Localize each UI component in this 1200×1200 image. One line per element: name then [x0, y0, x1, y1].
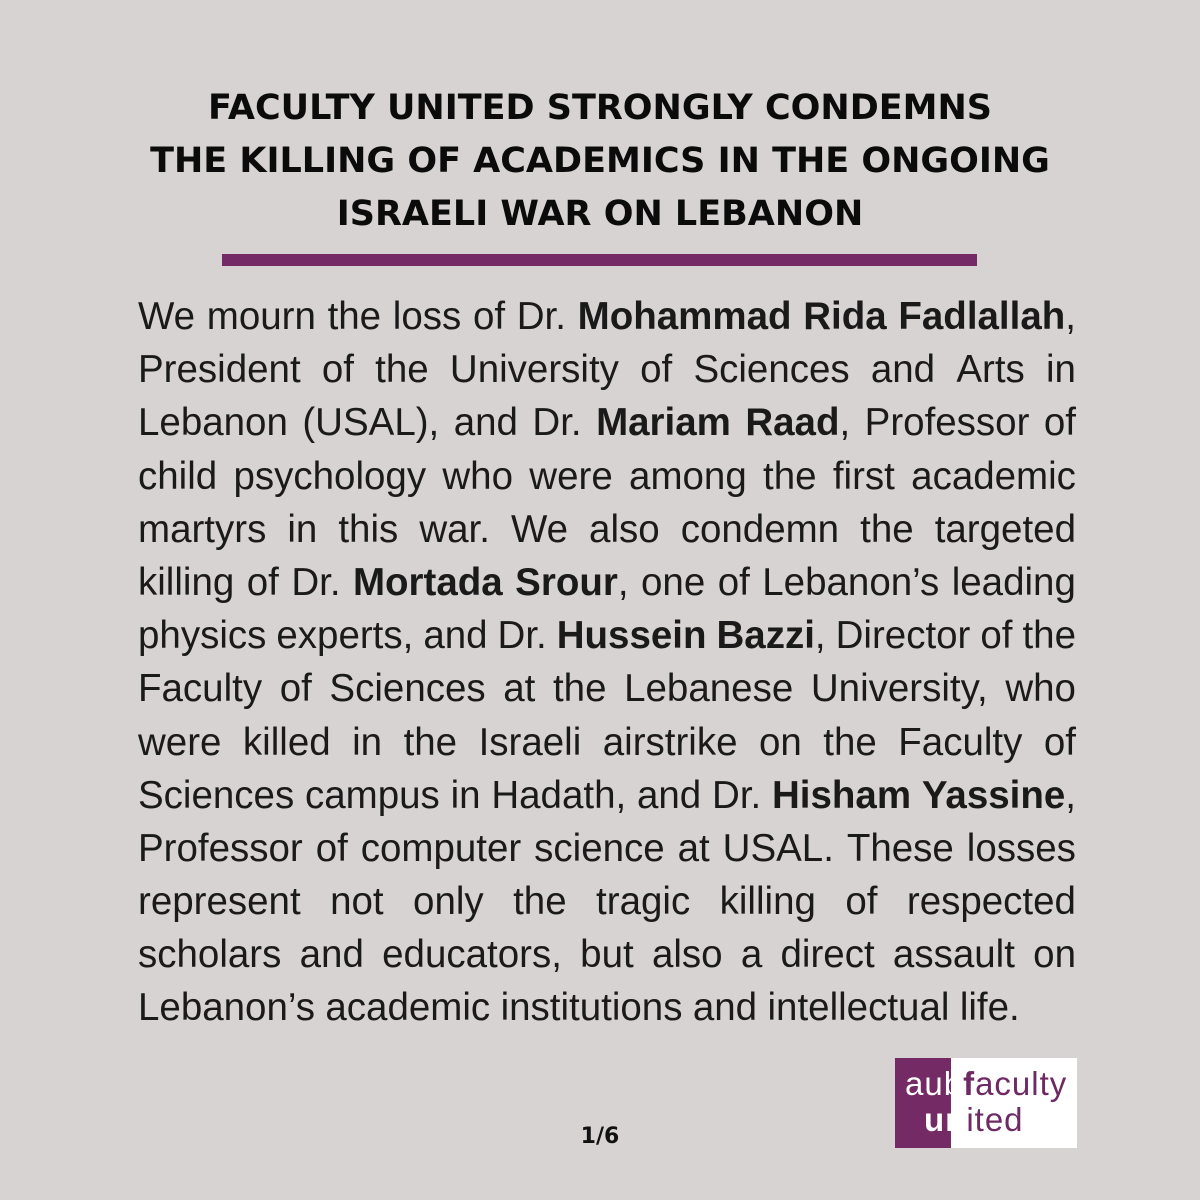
- body-word: [596, 396, 731, 449]
- body-word: and: [692, 986, 758, 1030]
- body-word: not: [330, 880, 384, 924]
- body-word: killing: [719, 880, 816, 924]
- body-word: the: [823, 720, 877, 764]
- body-word: assault: [892, 933, 1015, 977]
- body-word: killed: [242, 720, 331, 764]
- body-word: Lebanese: [624, 667, 794, 711]
- body-word: [803, 290, 886, 343]
- body-word: computer: [360, 826, 522, 870]
- body-line: [138, 450, 1076, 503]
- headline-line: THE KILLING OF ACADEMICS IN THE ONGOING: [150, 141, 1050, 181]
- body-word: among: [629, 454, 747, 498]
- body-word: who: [442, 454, 514, 498]
- body-word: life.: [959, 986, 1020, 1030]
- body-word: were: [529, 454, 613, 498]
- body-word: the: [552, 667, 607, 711]
- body-word: the: [403, 720, 458, 764]
- divider: [222, 254, 977, 266]
- body-word: of: [246, 560, 279, 604]
- body-word: mourn: [206, 295, 316, 338]
- body-word: targeted: [934, 507, 1076, 551]
- body-word: in: [352, 720, 383, 764]
- body-word: in: [1045, 348, 1076, 392]
- statement-body: [138, 290, 1076, 1035]
- body-word: and: [870, 348, 936, 392]
- person-name: Rida: [803, 295, 887, 338]
- body-word: of: [1043, 401, 1076, 445]
- body-word: a: [740, 933, 763, 977]
- body-line: [138, 769, 1076, 822]
- body-word: Professor: [138, 826, 303, 870]
- body-word: in: [287, 507, 318, 551]
- body-word: Faculty: [898, 720, 1023, 764]
- body-line: [138, 928, 1076, 981]
- body-word: also: [651, 933, 723, 977]
- logo-letters: un: [924, 1101, 967, 1138]
- body-word: at: [503, 667, 536, 711]
- body-word: and: [636, 773, 702, 817]
- body-word: [557, 609, 707, 662]
- body-word: first: [832, 454, 895, 498]
- body-word: Professor: [864, 401, 1030, 445]
- body-word: Lebanon: [138, 401, 288, 445]
- body-word: losses: [966, 826, 1076, 870]
- body-word: Dr.: [516, 295, 566, 338]
- body-word: but: [580, 933, 634, 977]
- person-name: Srour: [515, 560, 618, 604]
- body-word: We: [138, 295, 196, 338]
- body-word: Dr.: [712, 773, 762, 817]
- body-word: Srour,: [515, 560, 629, 604]
- body-word: intellectual: [767, 986, 950, 1030]
- body-word: of: [315, 826, 348, 870]
- body-word: of: [845, 880, 878, 924]
- body-line: [138, 875, 1076, 928]
- logo-wordmark-line1: [905, 1066, 1067, 1102]
- body-word: academic: [911, 454, 1076, 498]
- body-word: loss: [392, 295, 462, 338]
- body-word: martyrs: [138, 507, 267, 551]
- body-word: who: [1005, 667, 1076, 711]
- person-name: Mohammad: [577, 295, 792, 338]
- body-word: psychology: [233, 454, 427, 498]
- body-word: of: [472, 295, 506, 338]
- logo-letters: f: [963, 1065, 976, 1102]
- body-word: condemn: [680, 507, 840, 551]
- body-word: tragic: [596, 880, 691, 924]
- body-word: Director: [835, 614, 971, 658]
- person-name: Mariam: [596, 401, 731, 445]
- body-line: [138, 290, 1076, 343]
- body-word: in: [450, 773, 481, 817]
- body-word: President: [138, 348, 301, 392]
- body-word: this: [338, 507, 399, 551]
- body-word: represent: [138, 880, 301, 924]
- body-word: on: [758, 720, 802, 764]
- body-word: Dr.: [532, 401, 582, 445]
- headline-line: ISRAELI WAR ON LEBANON: [336, 194, 864, 234]
- body-word: University,: [810, 667, 988, 711]
- body-word: Hadath,: [491, 773, 627, 817]
- body-word: USAL.: [722, 826, 834, 870]
- body-word: airstrike: [602, 720, 738, 764]
- body-line: [138, 343, 1076, 396]
- body-word: Sciences: [693, 348, 850, 392]
- body-word: Yassine,: [921, 773, 1076, 817]
- body-word: leading: [951, 560, 1076, 604]
- body-word: were: [138, 720, 222, 764]
- body-word: Sciences: [138, 773, 295, 817]
- body-word: one: [641, 560, 706, 604]
- body-line: [138, 609, 1076, 662]
- person-name: Yassine: [921, 773, 1066, 817]
- body-word: the: [1022, 614, 1076, 658]
- body-word: (USAL),: [302, 401, 440, 445]
- body-word: and: [423, 614, 488, 658]
- body-word: of: [321, 348, 354, 392]
- body-word: the: [513, 880, 567, 924]
- body-word: These: [846, 826, 954, 870]
- body-word: institutions: [500, 986, 683, 1030]
- body-word: Lebanon’s: [138, 986, 315, 1030]
- body-word: also: [589, 507, 660, 551]
- body-line: [138, 822, 1076, 875]
- body-word: Bazzi,: [716, 614, 826, 658]
- body-word: [772, 769, 911, 822]
- person-name: Mortada: [352, 560, 503, 604]
- body-word: war.: [419, 507, 490, 551]
- body-word: of: [980, 614, 1013, 658]
- body-word: [578, 290, 792, 343]
- body-word: child: [138, 454, 218, 498]
- headline-line: FACULTY UNITED STRONGLY CONDEMNS: [208, 88, 992, 128]
- headline: [0, 82, 1200, 241]
- body-word: science: [534, 826, 665, 870]
- body-word: Israeli: [478, 720, 582, 764]
- page-number: 1/6: [580, 1124, 620, 1149]
- body-word: of: [717, 560, 750, 604]
- body-word: of: [640, 348, 673, 392]
- body-line: [138, 981, 1076, 1034]
- body-word: Sciences: [329, 667, 486, 711]
- body-word: experts,: [276, 614, 414, 658]
- body-word: Fadlallah,: [898, 295, 1076, 338]
- body-word: of: [279, 667, 312, 711]
- body-word: the: [327, 295, 382, 338]
- body-word: campus: [305, 773, 440, 817]
- body-word: [353, 556, 503, 609]
- body-line: [138, 396, 1076, 449]
- body-word: the: [375, 348, 429, 392]
- body-word: killing: [138, 560, 235, 604]
- body-line: [138, 716, 1076, 769]
- body-word: Lebanon’s: [762, 560, 940, 604]
- body-word: respected: [906, 880, 1076, 924]
- body-word: on: [1033, 933, 1076, 977]
- body-word: direct: [780, 933, 875, 977]
- body-word: academic: [325, 986, 491, 1030]
- body-word: Dr.: [497, 614, 547, 658]
- body-word: Raad,: [745, 401, 851, 445]
- body-word: physics: [138, 614, 267, 658]
- body-word: of: [1043, 720, 1076, 764]
- person-name: Fadlallah: [898, 295, 1066, 338]
- person-name: Bazzi: [716, 614, 815, 658]
- body-word: only: [413, 880, 484, 924]
- body-word: educators,: [382, 933, 562, 977]
- body-word: Faculty: [138, 667, 263, 711]
- logo-letters: aculty: [975, 1065, 1068, 1102]
- body-word: Dr.: [291, 560, 341, 604]
- body-line: [138, 556, 1076, 609]
- body-word: the: [763, 454, 817, 498]
- body-word: We: [510, 507, 569, 551]
- person-name: Raad: [745, 401, 840, 445]
- body-word: the: [860, 507, 914, 551]
- body-line: [138, 662, 1076, 715]
- body-word: University: [449, 348, 619, 392]
- body-line: [138, 503, 1076, 556]
- person-name: Hisham: [772, 773, 912, 817]
- body-word: and: [299, 933, 364, 977]
- logo-letters: ited: [966, 1101, 1024, 1138]
- body-word: and: [453, 401, 518, 445]
- body-word: at: [677, 826, 710, 870]
- body-word: scholars: [138, 933, 282, 977]
- body-word: Arts: [956, 348, 1025, 392]
- logo-letters: aub: [905, 1065, 964, 1102]
- person-name: Hussein: [556, 614, 707, 658]
